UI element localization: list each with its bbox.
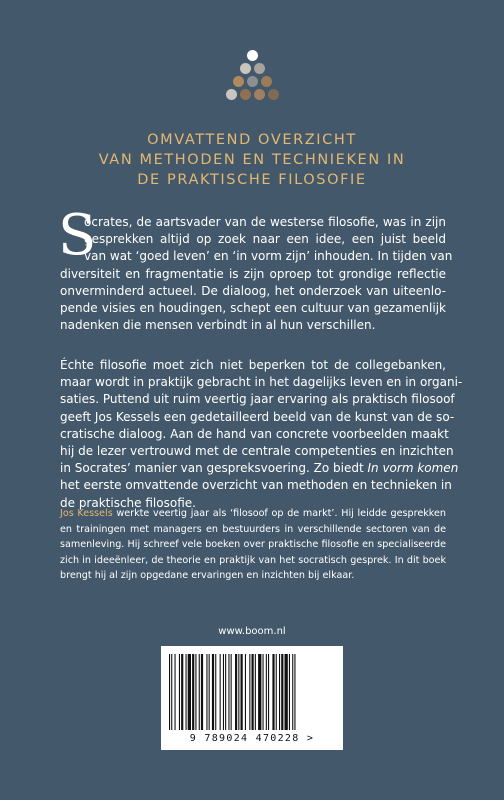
back-cover-headline — [0, 130, 504, 190]
logo-dot — [240, 89, 251, 100]
drop-cap: S — [58, 203, 97, 268]
book-title: In vorm komen — [367, 461, 459, 476]
headline-line: OMVATTEND OVERZICHT — [147, 132, 357, 148]
logo-dot — [247, 50, 258, 61]
logo-dot — [261, 76, 272, 87]
paragraph-line: Échte filosofie moet zich niet beperken tot de collegebanken, — [60, 358, 446, 372]
barcode-bar — [238, 654, 239, 730]
barcode-bar — [285, 654, 288, 730]
barcode-bar — [212, 654, 214, 730]
logo-dot — [233, 76, 244, 87]
barcode-bar — [245, 654, 246, 730]
barcode-bar — [252, 654, 254, 730]
logo-dot — [226, 89, 237, 100]
logo-dot — [240, 63, 251, 74]
paragraph-line: gesprekken altijd op zoek naar een idee, een juist beeld — [84, 232, 446, 247]
paragraph-line: onverminderd actueel. De dialoog, het onderzoek van uiteenlo- — [60, 283, 446, 298]
barcode-bar — [281, 654, 283, 730]
barcode-bar — [263, 654, 264, 730]
headline-line: DE PRAKTISCHE FILOSOFIE — [137, 172, 367, 188]
barcode-bar — [268, 654, 269, 730]
paragraph-line — [60, 460, 459, 477]
barcode-bar — [192, 654, 194, 730]
barcode-bar — [276, 654, 277, 730]
intro-paragraph — [58, 203, 453, 334]
barcode-bar — [272, 654, 274, 730]
isbn-digits: 9 789024 470228 — [189, 733, 300, 744]
author-name: Jos Kessels — [60, 508, 113, 519]
barcode-bar — [169, 654, 170, 730]
publisher-logo — [224, 46, 280, 108]
paragraph-line: ocrates, de aartsvader van de westerse filosofie, was in zijn — [84, 215, 446, 229]
barcode-bar — [175, 654, 176, 730]
paragraph-line: saties. Puttend uit ruim veertig jaar ervaring als praktisch filosoof — [60, 392, 455, 407]
barcode-bar — [249, 654, 250, 730]
paragraph-line: diversiteit en fragmentatie is zijn oproep tot grondige reflectie — [60, 266, 446, 281]
barcode-bar — [258, 654, 261, 730]
logo-dot — [254, 89, 265, 100]
paragraph-line: nadenken die mensen verbindt in al hun verschillen. — [60, 318, 376, 333]
publisher-url: www.boom.nl — [218, 626, 286, 637]
barcode-bar — [186, 654, 187, 730]
paragraph-line: cratische dialoog. Aan de hand van concrete voorbeelden maakt — [60, 426, 449, 441]
paragraph-line: de praktische filosofie. — [60, 495, 196, 510]
logo-dot — [247, 76, 258, 87]
bio-line: zich in ideeënleer, de theorie en praktijk van het socratisch gesprek. In dit boek — [60, 554, 446, 566]
bio-line: brengt hij al zijn opgedane ervaringen en inzichten bij elkaar. — [60, 570, 355, 581]
barcode-bar — [171, 654, 172, 730]
paragraph-line: hij de lezer vertrouwd met de centrale competenties en inzichten — [60, 443, 454, 458]
paragraph-line: van wat ‘goed leven’ en ‘in vorm zijn’ inhouden. In tijden van — [84, 249, 453, 264]
bio-line: samenleving. Hij schreef vele boeken over praktische filosofie en specialiseerde — [60, 539, 446, 550]
bio-line — [60, 506, 446, 522]
bio-line: en trainingen met managers en bestuurders in verschillende sectoren van de — [60, 523, 446, 535]
paragraph-line: het eerste omvattende overzicht van methoden en technieken in — [60, 478, 452, 493]
paragraph-line: geeft Jos Kessels een gedetailleerd beeld van de kunst van de so- — [60, 409, 455, 424]
isbn-addon-mark: > — [306, 733, 315, 744]
barcode-bar — [228, 654, 229, 730]
paragraph-line: pende visies en houdingen, schept een cultuur van gezamenlijk — [60, 300, 446, 315]
barcode-bar — [292, 654, 293, 730]
line-text: in Socrates’ manier van gespreksvoering. Zo biedt — [60, 461, 368, 476]
barcode-bar — [241, 654, 243, 730]
barcode-bar — [206, 654, 207, 730]
isbn-number — [161, 733, 343, 744]
barcode-bar — [266, 654, 267, 730]
barcode-bar — [255, 654, 256, 730]
barcode-bar — [220, 654, 221, 730]
paragraph-line: maar wordt in praktijk gebracht in het dagelijks leven en in organi- — [60, 375, 463, 390]
logo-dot — [268, 89, 279, 100]
barcode-bar — [188, 654, 191, 730]
barcode-bar — [225, 654, 226, 730]
barcode-bar — [289, 654, 290, 730]
description-paragraph — [60, 357, 463, 512]
barcode-bar — [279, 654, 280, 730]
barcode-bar — [231, 654, 232, 730]
author-bio — [60, 506, 446, 584]
barcode-bars — [169, 654, 335, 730]
barcode-bar — [294, 654, 295, 730]
barcode-bar — [235, 654, 237, 730]
barcode-bar — [199, 654, 200, 730]
barcode-bar — [215, 654, 216, 730]
barcode-bar — [223, 654, 224, 730]
barcode-bar — [201, 654, 203, 730]
barcode-bar — [179, 654, 180, 730]
barcode-bar — [209, 654, 210, 730]
barcode-bar — [181, 654, 183, 730]
bio-text: werkte veertig jaar als ‘filosoof op de markt’. Hij leidde gesprekken — [112, 508, 446, 519]
barcode-bar — [195, 654, 196, 730]
logo-dot — [254, 63, 265, 74]
isbn-barcode — [161, 646, 343, 750]
headline-line: VAN METHODEN EN TECHNIEKEN IN — [98, 152, 406, 168]
